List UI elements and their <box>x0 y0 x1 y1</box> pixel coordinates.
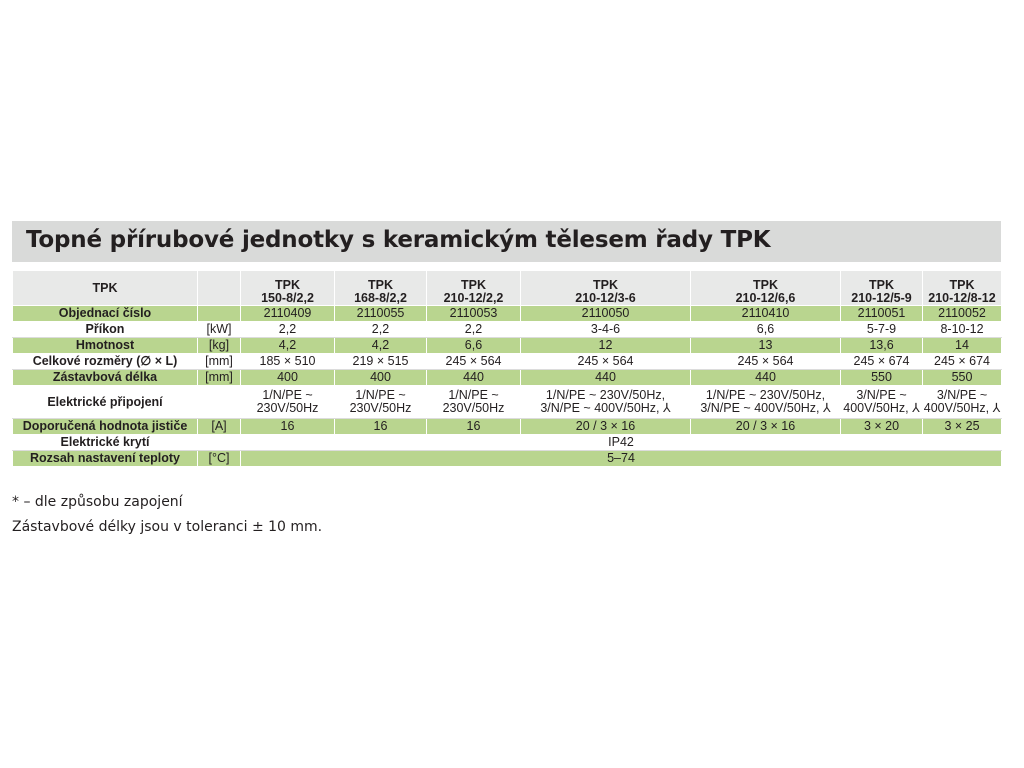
corner-label: TPK <box>13 271 198 306</box>
table-cell: 3/N/PE ~ 400V/50Hz, ⅄ <box>841 386 923 419</box>
row-label: Rozsah nastavení teploty <box>13 451 198 467</box>
model-header: TPK 210-12/2,2 <box>427 271 521 306</box>
table-cell: 8-10-12 <box>923 322 1002 338</box>
page-title: Topné přírubové jednotky s keramickým tělesem řady TPK <box>26 227 771 253</box>
row-unit: [mm] <box>198 370 241 386</box>
table-row-order <box>13 306 1002 322</box>
table-cell: 6,6 <box>691 322 841 338</box>
table-cell: 400 <box>241 370 335 386</box>
table-cell: 2110410 <box>691 306 841 322</box>
table-cell: 16 <box>335 419 427 435</box>
table-cell: 245 × 564 <box>691 354 841 370</box>
table-cell: 245 × 564 <box>427 354 521 370</box>
table-cell: 1/N/PE ~ 230V/50Hz <box>427 386 521 419</box>
model-header: TPK 210-12/5-9 <box>841 271 923 306</box>
row-label: Hmotnost <box>13 338 198 354</box>
footnote-wiring: * – dle způsobu zapojení <box>12 494 183 510</box>
table-cell: 1/N/PE ~ 230V/50Hz <box>241 386 335 419</box>
row-label: Elektrické krytí <box>13 435 198 451</box>
model-header: TPK 150-8/2,2 <box>241 271 335 306</box>
table-row-protection <box>13 435 1002 451</box>
table-cell: 245 × 674 <box>841 354 923 370</box>
table-cell: 440 <box>691 370 841 386</box>
table-cell: 219 × 515 <box>335 354 427 370</box>
table-cell: 4,2 <box>335 338 427 354</box>
row-unit <box>198 386 241 419</box>
table-cell: 185 × 510 <box>241 354 335 370</box>
row-label: Objednací číslo <box>13 306 198 322</box>
table-cell: 5–74 <box>241 451 1002 467</box>
table-cell: 20 / 3 × 16 <box>691 419 841 435</box>
row-unit: [kW] <box>198 322 241 338</box>
model-header: TPK 210-12/3-6 <box>521 271 691 306</box>
model-header: TPK 210-12/6,6 <box>691 271 841 306</box>
table-row-length <box>13 370 1002 386</box>
table-cell: 2110052 <box>923 306 1002 322</box>
table-cell: 2110050 <box>521 306 691 322</box>
row-unit: [mm] <box>198 354 241 370</box>
table-cell: 3 × 20 <box>841 419 923 435</box>
table-row-temperature <box>13 451 1002 467</box>
table-row-connection <box>13 386 1002 419</box>
table-cell: 2110053 <box>427 306 521 322</box>
table-cell: 3 × 25 <box>923 419 1002 435</box>
model-header: TPK 168-8/2,2 <box>335 271 427 306</box>
table-cell: 440 <box>427 370 521 386</box>
table-cell: 13 <box>691 338 841 354</box>
row-label: Příkon <box>13 322 198 338</box>
table-cell: 550 <box>923 370 1002 386</box>
table-cell: 3/N/PE ~ 400V/50Hz, ⅄ <box>923 386 1002 419</box>
row-unit: [kg] <box>198 338 241 354</box>
table-cell: 12 <box>521 338 691 354</box>
table-cell: 16 <box>427 419 521 435</box>
table-cell: 550 <box>841 370 923 386</box>
table-cell: 2,2 <box>427 322 521 338</box>
table-cell: 6,6 <box>427 338 521 354</box>
row-label: Doporučená hodnota jističe <box>13 419 198 435</box>
header-unit-cell <box>198 271 241 306</box>
table-cell: 5-7-9 <box>841 322 923 338</box>
row-label: Elektrické připojení <box>13 386 198 419</box>
table-cell: 14 <box>923 338 1002 354</box>
table-cell: 2110051 <box>841 306 923 322</box>
footnote-tolerance: Zástavbové délky jsou v toleranci ± 10 mm. <box>12 519 323 535</box>
title-bar <box>12 221 1001 262</box>
table-cell: 2,2 <box>241 322 335 338</box>
table-cell: 245 × 564 <box>521 354 691 370</box>
table-cell: 245 × 674 <box>923 354 1002 370</box>
table-cell: 13,6 <box>841 338 923 354</box>
model-header: TPK 210-12/8-12 <box>923 271 1002 306</box>
table-cell: IP42 <box>241 435 1002 451</box>
table-cell: 1/N/PE ~ 230V/50Hz, 3/N/PE ~ 400V/50Hz, ⅄ <box>691 386 841 419</box>
row-unit <box>198 306 241 322</box>
table-cell: 2110409 <box>241 306 335 322</box>
table-cell: 400 <box>335 370 427 386</box>
table-row-dimensions <box>13 354 1002 370</box>
table-cell: 16 <box>241 419 335 435</box>
table-cell: 2110055 <box>335 306 427 322</box>
table-row-breaker <box>13 419 1002 435</box>
table-cell: 440 <box>521 370 691 386</box>
table-cell: 1/N/PE ~ 230V/50Hz, 3/N/PE ~ 400V/50Hz, ⅄ <box>521 386 691 419</box>
table-cell: 4,2 <box>241 338 335 354</box>
table-row-power <box>13 322 1002 338</box>
table-cell: 2,2 <box>335 322 427 338</box>
table-cell: 20 / 3 × 16 <box>521 419 691 435</box>
table-header-row <box>13 271 1002 306</box>
spec-table <box>12 270 1002 467</box>
row-label: Celkové rozměry (∅ × L) <box>13 354 198 370</box>
table-cell: 1/N/PE ~ 230V/50Hz <box>335 386 427 419</box>
row-label: Zástavbová délka <box>13 370 198 386</box>
row-unit: [A] <box>198 419 241 435</box>
table-row-weight <box>13 338 1002 354</box>
row-unit: [°C] <box>198 451 241 467</box>
row-unit <box>198 435 241 451</box>
table-cell: 3-4-6 <box>521 322 691 338</box>
